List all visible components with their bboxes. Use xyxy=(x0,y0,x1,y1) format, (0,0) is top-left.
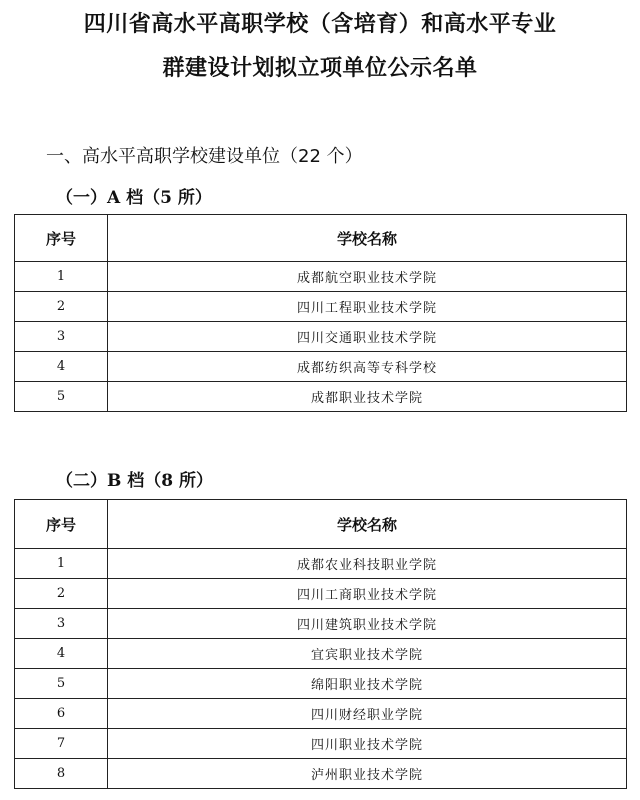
row-number: 7 xyxy=(15,729,108,759)
school-name: 四川工商职业技术学院 xyxy=(108,579,627,609)
column-header-school-name: 学校名称 xyxy=(108,500,627,549)
school-name: 四川财经职业学院 xyxy=(108,699,627,729)
row-number: 5 xyxy=(15,382,108,412)
row-number: 2 xyxy=(15,292,108,322)
column-header-number: 序号 xyxy=(15,500,108,549)
row-number: 4 xyxy=(15,352,108,382)
school-name: 成都纺织高等专科学校 xyxy=(108,352,627,382)
table-row xyxy=(15,669,627,699)
table-row xyxy=(15,382,627,412)
group-a-table xyxy=(14,214,627,412)
table-row xyxy=(15,639,627,669)
column-header-school-name: 学校名称 xyxy=(108,215,627,262)
section-heading: 一、高水平高职学校建设单位（22 个） xyxy=(46,146,363,167)
school-name: 宜宾职业技术学院 xyxy=(108,639,627,669)
table-row xyxy=(15,322,627,352)
table-row xyxy=(15,549,627,579)
school-name: 四川职业技术学院 xyxy=(108,729,627,759)
document-title-line-1: 四川省高水平高职学校（含培育）和高水平专业 xyxy=(83,12,557,37)
row-number: 4 xyxy=(15,639,108,669)
table-row xyxy=(15,262,627,292)
row-number: 3 xyxy=(15,609,108,639)
row-number: 3 xyxy=(15,322,108,352)
table-row xyxy=(15,352,627,382)
document-title-line-2: 群建设计划拟立项单位公示名单 xyxy=(162,56,478,81)
table-row xyxy=(15,579,627,609)
row-number: 2 xyxy=(15,579,108,609)
table-row xyxy=(15,759,627,789)
table-row xyxy=(15,729,627,759)
school-name: 成都航空职业技术学院 xyxy=(108,262,627,292)
column-header-number: 序号 xyxy=(15,215,108,262)
school-name: 成都农业科技职业学院 xyxy=(108,549,627,579)
group-b-table xyxy=(14,499,627,789)
row-number: 6 xyxy=(15,699,108,729)
school-name: 绵阳职业技术学院 xyxy=(108,669,627,699)
school-name: 四川工程职业技术学院 xyxy=(108,292,627,322)
row-number: 5 xyxy=(15,669,108,699)
school-name: 四川交通职业技术学院 xyxy=(108,322,627,352)
row-number: 8 xyxy=(15,759,108,789)
table-row xyxy=(15,292,627,322)
row-number: 1 xyxy=(15,549,108,579)
row-number: 1 xyxy=(15,262,108,292)
school-name: 四川建筑职业技术学院 xyxy=(108,609,627,639)
school-name: 泸州职业技术学院 xyxy=(108,759,627,789)
table-row xyxy=(15,609,627,639)
school-name: 成都职业技术学院 xyxy=(108,382,627,412)
table-row xyxy=(15,699,627,729)
table-header-row xyxy=(15,215,627,262)
table-header-row xyxy=(15,500,627,549)
group-a-heading: （一）A 档（5 所） xyxy=(56,188,212,208)
group-b-heading: （二）B 档（8 所） xyxy=(56,471,214,491)
